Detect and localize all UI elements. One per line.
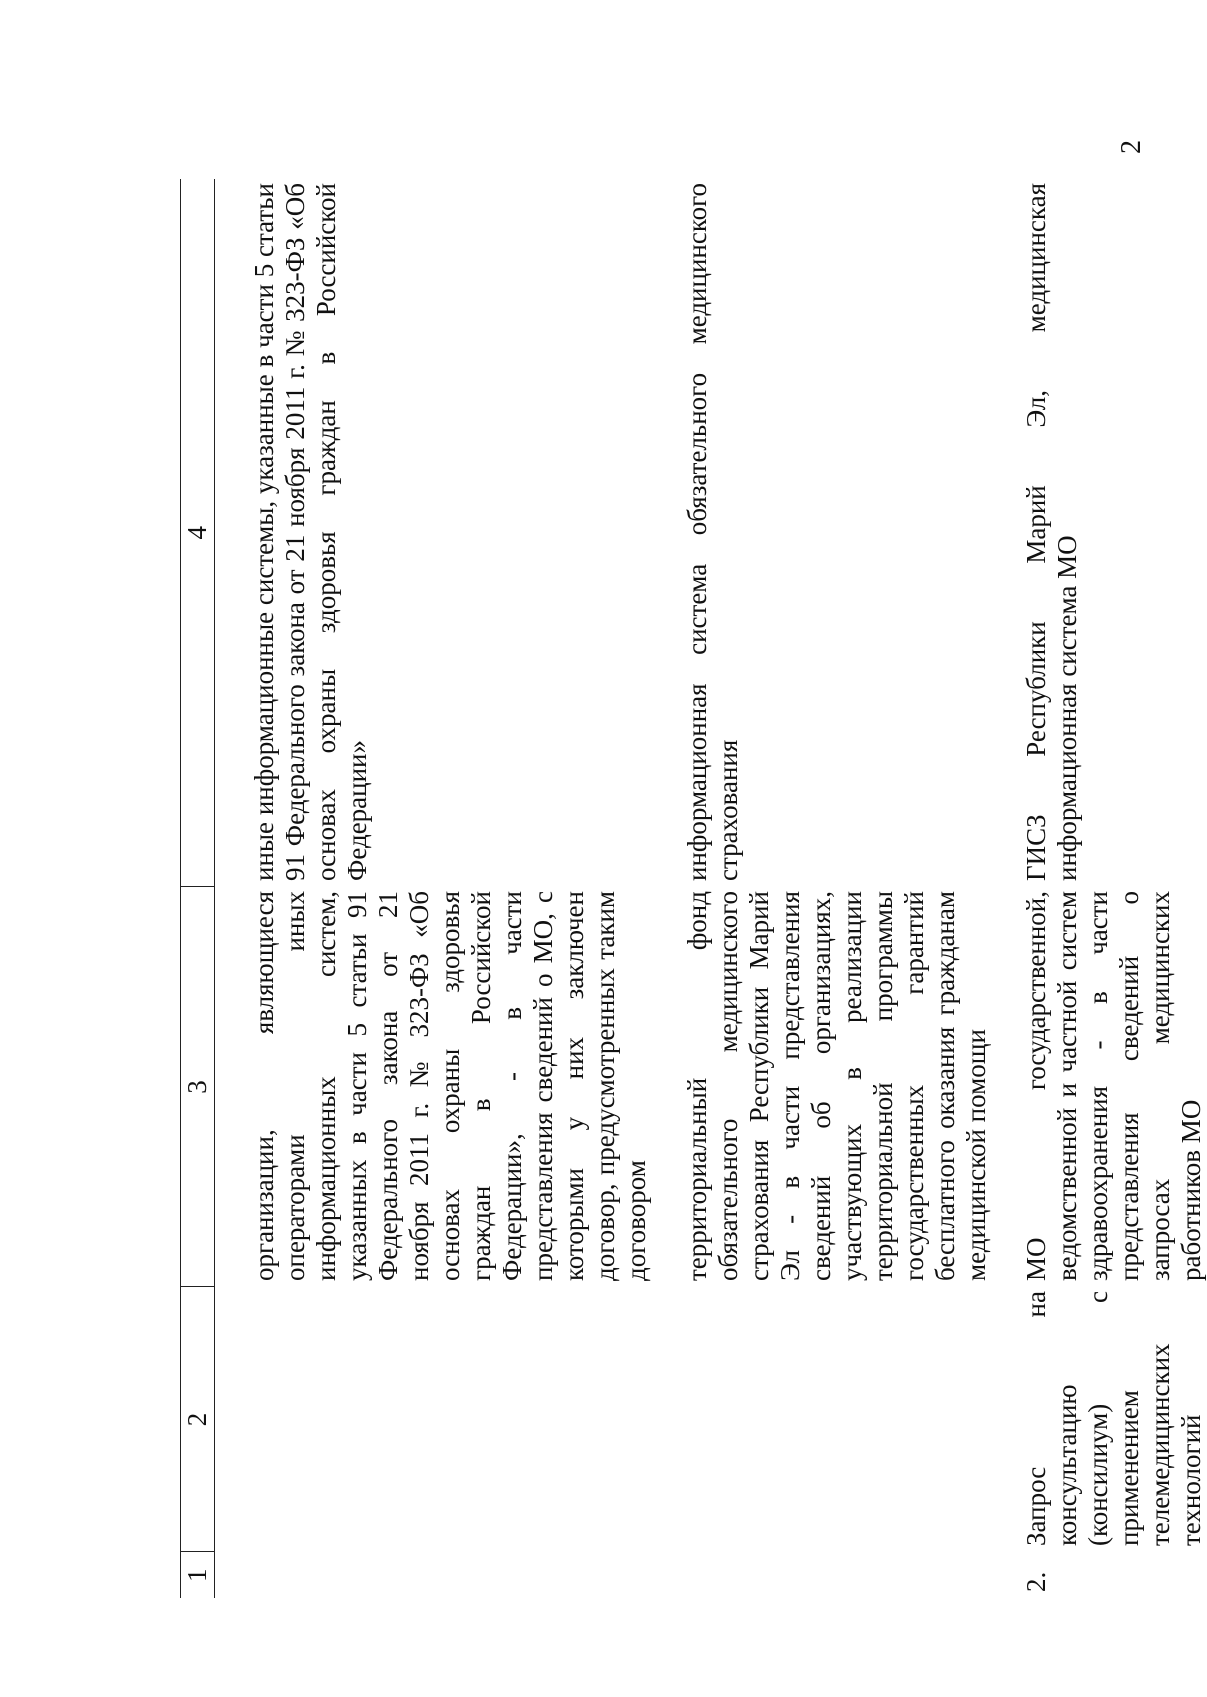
header-col-3: 3 bbox=[181, 887, 215, 1287]
header-col-2: 2 bbox=[181, 1287, 215, 1552]
row3-col2: Запрос на консультацию (консилиум) с применением телемедицинских технологий bbox=[1021, 1291, 1206, 1546]
header-row bbox=[181, 179, 215, 1598]
data-table bbox=[180, 179, 1207, 1598]
row3-number: 2. bbox=[1021, 1571, 1051, 1592]
row1-col2 bbox=[215, 1287, 653, 1552]
row3-col3: МО государственной, ведомственной и частной систем здравоохранения - в части представления сведений о запросах медицинских работников МО bbox=[1021, 891, 1206, 1281]
table-row bbox=[992, 179, 1207, 1598]
page-number: 2 bbox=[1116, 140, 1147, 154]
table-row bbox=[652, 179, 992, 1598]
row3-col4: ГИСЗ Республики Марий Эл, медицинская информационная система МО bbox=[1021, 183, 1082, 881]
row2-number bbox=[652, 1552, 992, 1598]
row2-col2 bbox=[652, 1287, 992, 1552]
header-col-1: 1 bbox=[181, 1552, 215, 1598]
table-row bbox=[215, 179, 653, 1598]
row2-col3: территориальный фонд обязательного медицинского страхования Республики Марий Эл - в части представления сведений об организациях, участвующих в реализации территориальной программы государственных гарантий бесплатного оказания гражданам медицинской помощи bbox=[682, 891, 991, 1281]
row2-col4: информационная система обязательного медицинского страхования bbox=[682, 183, 743, 881]
document-page bbox=[180, 178, 1207, 1598]
row1-number bbox=[215, 1552, 653, 1598]
row1-col3: организации, являющиеся операторами иных информационных систем, указанных в части 5 статьи 91 Федерального закона от 21 ноября 2011 г. № 323-ФЗ «Об основах охраны здоровья граждан в Российской Федерации», - в части представления сведений о МО, с которыми у них заключен договор, предусмотренных таким договором bbox=[249, 891, 651, 1281]
header-col-4: 4 bbox=[181, 179, 215, 887]
row1-col4: иные информационные системы, указанные в части 5 статьи 91 Федерального закона от 21 ноября 2011 г. № 323-ФЗ «Об основах охраны здоровья граждан в Российской Федерации» bbox=[249, 183, 372, 881]
